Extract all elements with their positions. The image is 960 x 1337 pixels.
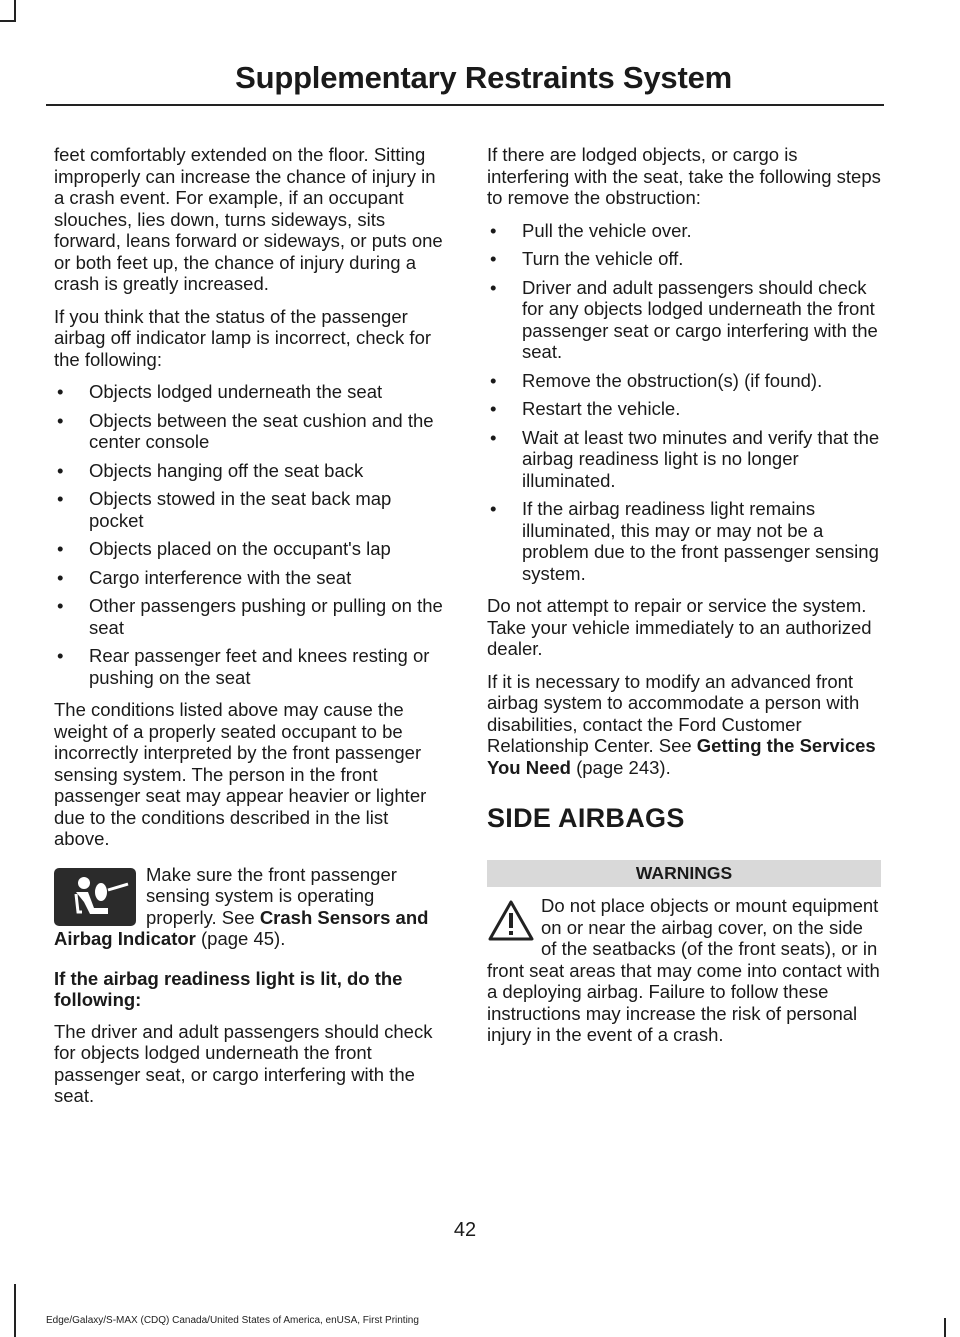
page-reference: (page 243).: [570, 756, 671, 778]
steps-list: [487, 220, 881, 585]
warning-triangle-icon: [487, 899, 535, 943]
icon-paragraph: [54, 864, 448, 950]
page-reference: (page 45).: [195, 928, 286, 949]
page-header-title: Supplementary Restraints System: [235, 60, 732, 95]
list-item: • Other passengers pushing or pulling on the seat: [54, 595, 448, 638]
section-heading: SIDE AIRBAGS: [487, 803, 685, 833]
crop-mark: [14, 1284, 16, 1337]
crop-mark: [14, 0, 16, 22]
paragraph: Do not attempt to repair or service the system. Take your vehicle immediately to an authorized dealer.: [487, 595, 872, 659]
icon-paragraph-text: Make sure the front passenger sensing system is operating properly. See: [146, 863, 397, 928]
list-item: • Rear passenger feet and knees resting or pushing on the seat: [54, 645, 448, 688]
subheading: If the airbag readiness light is lit, do the following:: [54, 967, 403, 1010]
services-link[interactable]: Getting the Services You Need: [487, 735, 876, 778]
page-number: 42: [453, 1219, 477, 1241]
crop-mark: [0, 20, 16, 22]
list-item: • If the airbag readiness light remains illuminated, this may or may not be a problem due to the front passenger sensing system.: [487, 498, 881, 584]
paragraph: If there are lodged objects, or cargo is interfering with the seat, take the following steps to remove the obstruction:: [487, 144, 881, 208]
right-column: [487, 144, 881, 1057]
list-item: • Objects placed on the occupant's lap: [54, 538, 448, 560]
list-item: • Remove the obstruction(s) (if found).: [487, 370, 881, 392]
paragraph: The conditions listed above may cause the weight of a properly seated occupant to be incorrectly interpreted by the front passenger sensing system. The person in the front passenger seat may appear heavier or lighter due to the conditions described in the list above.: [54, 699, 427, 849]
paragraph: [487, 671, 881, 779]
paragraph: The driver and adult passengers should check for objects lodged underneath the front passenger seat, or cargo interfering with the seat.: [54, 1020, 433, 1106]
warnings-label: WARNINGS: [487, 860, 881, 888]
list-item: • Restart the vehicle.: [487, 398, 881, 420]
list-item: • Wait at least two minutes and verify that the airbag readiness light is no longer illuminated.: [487, 427, 881, 492]
list-item: • Objects stowed in the seat back map pocket: [54, 488, 448, 531]
warning-paragraph: [487, 895, 881, 1046]
list-item: • Objects lodged underneath the seat: [54, 381, 448, 403]
warning-text: Do not place objects or mount equipment on or near the airbag cover, on the side of the seatbacks (of the front seats), or in front seat areas that may come into contact with a deploying airbag. Failure to follow these instructions may increase the risk of personal injury in the event of a crash.: [487, 895, 880, 1045]
list-item: • Pull the vehicle over.: [487, 220, 881, 242]
check-list: [54, 381, 448, 688]
crash-sensors-link[interactable]: Crash Sensors and Airbag Indicator: [54, 906, 429, 949]
paragraph: If you think that the status of the passenger airbag off indicator lamp is incorrect, check for the following:: [54, 305, 432, 370]
crop-mark: [944, 1318, 946, 1337]
list-item: • Turn the vehicle off.: [487, 248, 881, 270]
footer-text: Edge/Galaxy/S-MAX (CDQ) Canada/United States of America, enUSA, First Printing: [46, 1315, 419, 1326]
list-item: • Cargo interference with the seat: [54, 567, 448, 589]
list-item: • Objects hanging off the seat back: [54, 460, 448, 482]
left-column: [54, 144, 448, 1118]
header-divider: [46, 104, 884, 106]
airbag-passenger-icon: [54, 868, 136, 926]
paragraph-text: If it is necessary to modify an advanced front airbag system to accommodate a person with disabilities, contact the Ford Customer Relationship Center. See: [487, 670, 860, 756]
list-item: • Driver and adult passengers should check for any objects lodged underneath the front passenger seat or cargo interfering with the seat.: [487, 277, 881, 363]
paragraph: feet comfortably extended on the floor. Sitting improperly can increase the chance of injury in a crash event. For example, if an occupant slouches, lies down, turns sideways, sits forward, leans forward or sideways, or puts one or both feet up, the chance of injury during a crash is greatly increased.: [54, 144, 443, 294]
list-item: • Objects between the seat cushion and the center console: [54, 410, 448, 453]
